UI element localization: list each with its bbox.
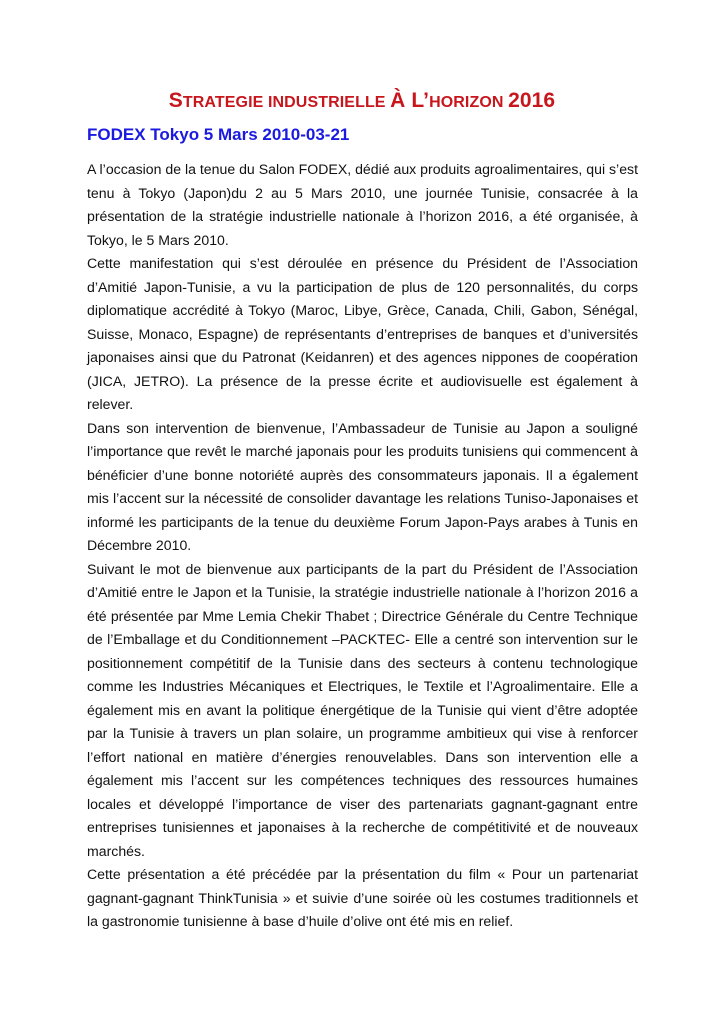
document-title — [60, 89, 664, 113]
title-year: 2016 — [508, 89, 556, 112]
title-word-horizon: HORIZON — [429, 94, 509, 111]
title-l: L — [405, 89, 424, 112]
title-apostrophe: ’ — [423, 89, 430, 112]
document-body — [87, 158, 638, 934]
paragraph-strategy-presentation: Suivant le mot de bienvenue aux participants de la part du Président de l’Association d’Amitié entre le Japon et la Tunisie, la stratégie industrielle nationale à l’horizon 2016 a été présentée par Mme Lemia Chekir Thabet ; Directrice Générale du Centre Technique de l’Emballage et du Conditionnement –PACKTEC- Elle a centré son intervention sur le positionnement compétitif de la Tunisie dans des secteurs à contenu technologique comme les Industries Mécaniques et Electriques, le Textile et l’Agroalimentaire. Elle a également mis en avant la politique énergétique de la Tunisie qui vient d’être adoptée par la Tunisie à travers un plan solaire, un programme ambitieux qui vise à renforcer l’effort national en matière d’énergies renouvelables. Dans son intervention elle a également mis l’accent sur les compétences techniques des ressources humaines locales et développé l’importance de viser des partenariats gagnant-gagnant entre entreprises tunisiennes et japonaises à la recherche de compétitivité et de nouveaux marchés. — [87, 560, 638, 859]
title-initial-s: S — [168, 89, 183, 112]
paragraph-film-soiree: Cette présentation a été précédée par la présentation du film « Pour un partenariat gagnant-gagnant ThinkTunisia » et suivie d’une soirée où les costumes traditionnels et la gastronomie tunisienne à base d’huile d’olive ont été mis en relief. — [87, 866, 638, 929]
paragraph-intro: A l’occasion de la tenue du Salon FODEX, dédié aux produits agroalimentaires, qui s’est tenu à Tokyo (Japon)du 2 au 5 Mars 2010, une journée Tunisie, consacrée à la présentation de la stratégie industrielle nationale à l’horizon 2016, a été organisée, à Tokyo, le 5 Mars 2010. — [87, 161, 638, 248]
paragraph-ambassador: Dans son intervention de bienvenue, l’Ambassadeur de Tunisie au Japon a souligné l’importance que revêt le marché japonais pour les produits tunisiens qui commencent à bénéficier d’une bonne notoriété auprès des consommateurs japonais. Il a également mis l’accent sur la nécessité de consolider davantage les relations Tuniso-Japonaises et informé les participants de la tenue du deuxième Forum Japon-Pays arabes à Tunis en Décembre 2010. — [87, 419, 638, 553]
title-a-grave: À — [390, 89, 406, 112]
paragraph-participants: Cette manifestation qui s’est déroulée en présence du Président de l’Association d’Amitié Japon-Tunisie, a vu la participation de plus de 120 personnalités, du corps diplomatique accrédité à Tokyo (Maroc, Libye, Grèce, Canada, Chili, Gabon, Sénégal, Suisse, Monaco, Espagne) de représentants d’entreprises de banques et d’universités japonaises ainsi que du Patronat (Keidanren) et des agences nippones de coopération (JICA, JETRO). La présence de la presse écrite et audiovisuelle est également à relever. — [87, 255, 638, 412]
document-subtitle: FODEX Tokyo 5 Mars 2010-03-21 — [87, 125, 350, 144]
title-word-strategie-industrielle: TRATEGIE INDUSTRIELLE — [182, 94, 391, 111]
